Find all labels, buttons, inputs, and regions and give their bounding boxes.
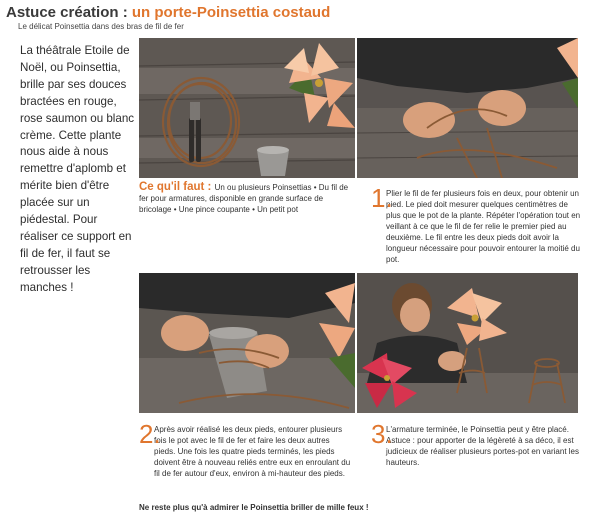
step-2 — [139, 419, 353, 479]
step-text: Plier le fil de fer plusieurs fois en deux, pour obtenir un pied. Le pied doit mesurer quelques centimètres de plus que le pot de la plante. Répéter l'opération tout en veillant à ce que le fil de fer relie le premier pied au deuxième. Le fil entre les deux pieds doit avoir la longueur nécessaire pour pouvoir entourer la moitié du pot. — [386, 189, 581, 264]
title-part-2: un porte-Poinsettia costaud — [131, 4, 331, 21]
photo-step1 — [357, 38, 578, 178]
step-number: 1. — [371, 183, 393, 213]
step-number: 3. — [371, 419, 393, 449]
step-number: 2. — [139, 419, 161, 449]
step-text: L'armature terminée, le Poinsettia peut y être placé. Astuce : pour apporter de la légèreté à sa déco, il est judicieux de réaliser plusieurs portes-pot en variant les hauteurs. — [386, 425, 579, 467]
step-3 — [371, 419, 581, 468]
step-text: Après avoir réalisé les deux pieds, entourer plusieurs fois le pot avec le fil de fer et faire les deux autres pieds. Une fois les quatre pieds terminés, les pieds doivent être à nouveau reliés entre eux en enroulant du fil de fer autour d'eux, environ à mi-hauteur des pieds. — [154, 425, 351, 478]
materials-list: Un ou plusieurs Poinsettias • Du fil de fer pour armatures, disponible en grande surface de bricolage • Une pince coupante • Un petit pot — [139, 183, 349, 214]
photo-step3 — [357, 273, 578, 413]
title-part-1: Astuce création — [6, 4, 119, 21]
materials-title-separator: : — [204, 181, 215, 193]
photo-step2 — [139, 273, 355, 413]
page-subtitle: Le délicat Poinsettia dans des bras de fil de fer — [18, 22, 184, 31]
materials-title: Ce qu'il faut — [139, 181, 205, 193]
title-separator: : — [118, 4, 132, 21]
step-1 — [371, 183, 581, 265]
materials-needed — [139, 182, 353, 215]
page-title — [6, 4, 330, 21]
intro-paragraph: La théâtrale Etoile de Noël, ou Poinsettia, brille par ses douces bractées en rouge, rose saumon ou blanc crème. Cette plante nous aide à nous remettre d'aplomb et mérite bien d'être placée sur un piédestal. Pour réaliser ce support en fil de fer, il faut se retrousser les manches ! — [20, 44, 135, 294]
photo-materials — [139, 38, 355, 178]
pot-icon — [257, 146, 289, 176]
closing-line: Ne reste plus qu'à admirer le Poinsettia briller de mille feux ! — [139, 503, 369, 512]
